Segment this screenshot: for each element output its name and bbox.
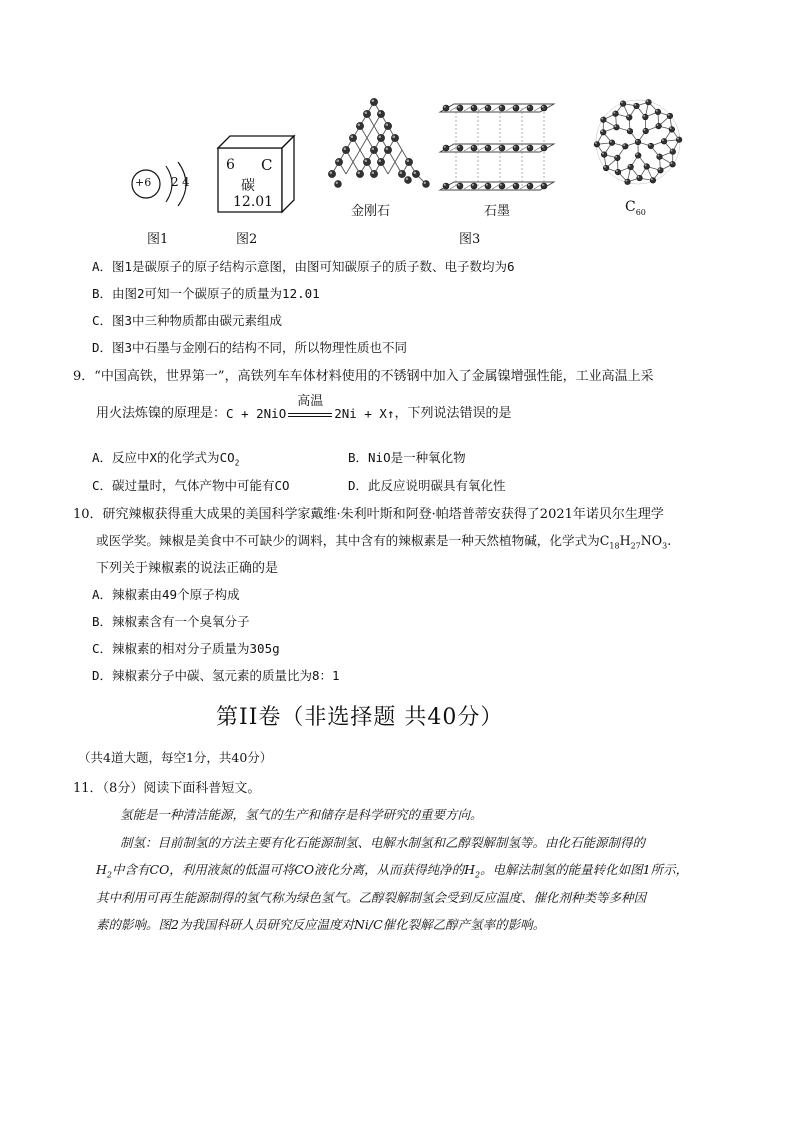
q9-option-d: D．此反应说明碳具有氧化性: [348, 478, 506, 493]
fig1-caption: 图1: [147, 232, 169, 247]
q9-equation-right: 2Ni + X↑: [334, 406, 395, 421]
element-mass: 12.01: [233, 194, 274, 210]
q9-stem-line1: 9．“中国高铁，世界第一”，高铁列车车体材料使用的不锈钢中加入了金属镍增强性能，工业高温上采: [73, 369, 654, 384]
q8-option-b: B．由图2可知一个碳原子的质量为12.01: [92, 286, 320, 301]
q9-option-b: B．NiO是一种氧化物: [348, 450, 466, 465]
q9-option-c: C．碳过量时，气体产物中可能有CO: [92, 478, 290, 493]
diamond-structure-diagram: [318, 94, 430, 194]
q8-option-c: C．图3中三种物质都由碳元素组成: [92, 313, 283, 328]
q11-paragraph-1: 氢能是一种清洁能源，氢气的生产和储存是科学研究的重要方向。: [120, 807, 483, 822]
element-name: 碳: [241, 178, 255, 194]
fig2-caption: 图2: [236, 232, 258, 247]
element-atomic-number: 6: [226, 157, 235, 173]
q9-stem-line2: 用火法炼镍的原理是：C + 2NiO 高温 2Ni + X↑，下列说法错误的是: [96, 402, 511, 421]
q10-option-a: A．辣椒素由49个原子构成: [92, 587, 240, 602]
q10-stem-line1: 10．研究辣椒获得重大成果的美国科学家戴维·朱利叶斯和阿登·帕塔普蒂安获得了2021年诺贝尔生理学: [73, 507, 664, 522]
q11-paragraph-2-line3: 其中利用可再生能源制得的氢气称为绿色氢气。乙醇裂解制氢会受到反应温度、催化剂种类等多种因: [96, 890, 647, 905]
shell-1-electrons: 2: [171, 175, 179, 189]
q10-option-d: D．辣椒素分子中碳、氢元素的质量比为8：1: [92, 668, 340, 683]
q8-option-a: A．图1是碳原子的原子结构示意图，由图可知碳原子的质子数、电子数均为6: [92, 259, 515, 274]
section-2-note: （共4道大题，每空1分，共40分）: [78, 750, 273, 765]
q11-paragraph-2-line2: $H_2$中含有CO，利用液氮的低温可将CO液化分离，从而获得纯净的$H_2$。电解法制氢的能量转化如图1所示，: [96, 862, 689, 880]
q10-stem-line2: 或医学奖。辣椒是美食中不可缺少的调料，其中含有的辣椒素是一种天然植物碱，化学式为$C_{18}H_{27}NO_3$.: [96, 533, 672, 551]
section-2-title: 第II卷（非选择题 共40分）: [216, 705, 504, 730]
shell-2-electrons: 4: [182, 175, 190, 189]
q11-paragraph-2-line4: 素的影响。图2为我国科研人员研究反应温度对Ni/C催化裂解乙醇产氢率的影响。: [96, 917, 546, 932]
q11-stem: 11．（8分）阅读下面科普短文。: [73, 781, 261, 796]
q10-stem-line3: 下列关于辣椒素的说法正确的是: [96, 561, 279, 576]
c60-label: $C_{60}$: [625, 199, 646, 217]
diamond-label: 金刚石: [351, 204, 391, 219]
q10-option-b: B．辣椒素含有一个臭氧分子: [92, 614, 250, 629]
q10-option-c: C．辣椒素的相对分子质量为305g: [92, 641, 280, 656]
nucleus-charge: +6: [135, 176, 152, 189]
graphite-structure-diagram: [434, 96, 560, 196]
q9-equation-left: C + 2NiO: [226, 406, 287, 421]
q11-paragraph-2-line1: 制氢：目前制氢的方法主要有化石能源制氢、电解水制氢和乙醇裂解制氢等。由化石能源制得的: [120, 835, 646, 850]
q9-condition: 高温: [297, 394, 324, 409]
element-symbol: C: [261, 156, 273, 174]
c60-structure-diagram: [590, 94, 686, 190]
q9-option-a: A．反应中X的化学式为$CO_2$: [92, 450, 240, 468]
q9-reaction-arrow: [288, 394, 332, 417]
fig3-caption: 图3: [459, 232, 481, 247]
graphite-label: 石墨: [484, 204, 511, 219]
q8-option-d: D．图3中石墨与金刚石的结构不同，所以物理性质也不同: [92, 340, 408, 355]
